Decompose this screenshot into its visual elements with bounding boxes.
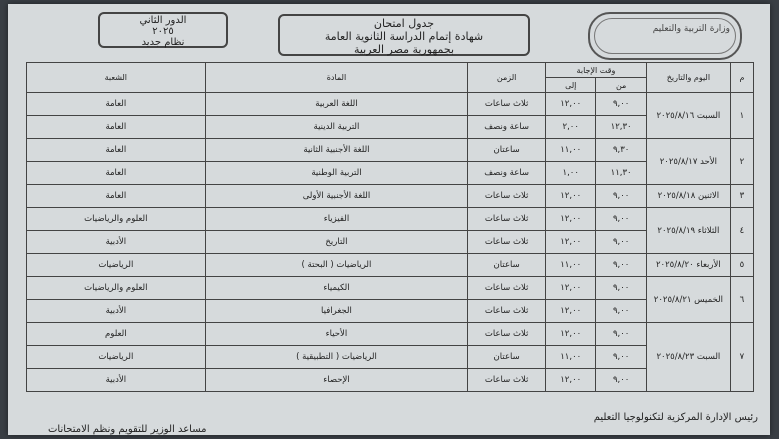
table-row	[27, 346, 754, 369]
document-page	[8, 4, 770, 435]
round-line-3: نظام جديد	[141, 37, 185, 48]
row-branch: العامة	[27, 162, 206, 185]
row-duration: ساعة ونصف	[468, 162, 546, 185]
row-to: ١٢,٠٠	[546, 93, 596, 116]
header-to: إلى	[546, 78, 596, 93]
row-branch: العلوم والرياضيات	[27, 208, 206, 231]
row-from: ٩,٠٠	[596, 369, 646, 392]
exam-round-box	[98, 12, 228, 48]
row-from: ٩,٠٠	[596, 254, 646, 277]
row-subject: اللغة الأجنبية الأولى	[205, 185, 468, 208]
row-num: ٢	[730, 139, 753, 185]
table-row	[27, 300, 754, 323]
row-subject: الجغرافيا	[205, 300, 468, 323]
row-duration: ثلاث ساعات	[468, 208, 546, 231]
row-day: الأحد ٢٠٢٥/٨/١٧	[646, 139, 730, 185]
row-num: ٦	[730, 277, 753, 323]
row-to: ١٢,٠٠	[546, 208, 596, 231]
row-from: ٩,٠٠	[596, 346, 646, 369]
row-from: ٩,٠٠	[596, 300, 646, 323]
row-branch: العامة	[27, 185, 206, 208]
row-duration: ثلاث ساعات	[468, 369, 546, 392]
exam-title-box	[278, 14, 530, 56]
row-duration: ثلاث ساعات	[468, 323, 546, 346]
row-day: الخميس ٢٠٢٥/٨/٢١	[646, 277, 730, 323]
row-day: الاثنين ٢٠٢٥/٨/١٨	[646, 185, 730, 208]
row-branch: الرياضيات	[27, 346, 206, 369]
header-subject: المادة	[205, 63, 468, 93]
header-branch: الشعبة	[27, 63, 206, 93]
row-subject: التربية الوطنية	[205, 162, 468, 185]
row-branch: الأدبية	[27, 369, 206, 392]
table-row	[27, 323, 754, 346]
row-to: ١٢,٠٠	[546, 185, 596, 208]
row-subject: اللغة الأجنبية الثانية	[205, 139, 468, 162]
row-to: ١٢,٠٠	[546, 323, 596, 346]
row-to: ١١,٠٠	[546, 254, 596, 277]
footer-signature-left: مساعد الوزير للتقويم ونظم الامتحانات	[48, 424, 207, 435]
row-branch: العامة	[27, 116, 206, 139]
table-row	[27, 369, 754, 392]
row-subject: التاريخ	[205, 231, 468, 254]
row-branch: الأدبية	[27, 231, 206, 254]
round-line-2: ٢٠٢٥	[152, 26, 174, 37]
row-duration: ثلاث ساعات	[468, 231, 546, 254]
title-line-1: جدول امتحان	[373, 17, 435, 30]
row-duration: ثلاث ساعات	[468, 300, 546, 323]
row-to: ١٢,٠٠	[546, 300, 596, 323]
row-from: ١٢,٣٠	[596, 116, 646, 139]
row-duration: ساعتان	[468, 139, 546, 162]
footer-signature-right: رئيس الإدارة المركزية لتكنولوجيا التعليم	[593, 412, 758, 423]
row-from: ٩,٠٠	[596, 185, 646, 208]
row-branch: الأدبية	[27, 300, 206, 323]
title-line-3: بجمهورية مصر العربية	[353, 43, 455, 56]
row-subject: الفيزياء	[205, 208, 468, 231]
row-from: ٩,٠٠	[596, 323, 646, 346]
table-row	[27, 162, 754, 185]
row-from: ٩,٠٠	[596, 231, 646, 254]
table-row	[27, 185, 754, 208]
logo-text: وزارة التربية والتعليم	[652, 24, 730, 34]
row-from: ٩,٠٠	[596, 277, 646, 300]
row-duration: ساعتان	[468, 254, 546, 277]
row-to: ١٢,٠٠	[546, 231, 596, 254]
round-line-1: الدور الثاني	[139, 15, 187, 26]
document-footer	[8, 408, 770, 435]
header-day: اليوم والتاريخ	[646, 63, 730, 93]
row-day: السبت ٢٠٢٥/٨/٢٣	[646, 323, 730, 392]
row-num: ٣	[730, 185, 753, 208]
header-time: وقت الإجابة	[546, 63, 647, 78]
table-row	[27, 254, 754, 277]
row-num: ٤	[730, 208, 753, 254]
row-to: ١,٠٠	[546, 162, 596, 185]
row-duration: ساعتان	[468, 346, 546, 369]
row-day: الثلاثاء ٢٠٢٥/٨/١٩	[646, 208, 730, 254]
row-to: ١١,٠٠	[546, 346, 596, 369]
row-subject: اللغة العربية	[205, 93, 468, 116]
row-duration: ساعة ونصف	[468, 116, 546, 139]
row-branch: الرياضيات	[27, 254, 206, 277]
header-num: م	[730, 63, 753, 93]
row-branch: العامة	[27, 93, 206, 116]
row-duration: ثلاث ساعات	[468, 185, 546, 208]
row-from: ٩,٣٠	[596, 139, 646, 162]
table-row	[27, 208, 754, 231]
row-from: ٩,٠٠	[596, 93, 646, 116]
row-duration: ثلاث ساعات	[468, 93, 546, 116]
row-to: ٢,٠٠	[546, 116, 596, 139]
table-row	[27, 277, 754, 300]
row-branch: العامة	[27, 139, 206, 162]
title-line-2: شهادة إتمام الدراسة الثانوية العامة	[324, 30, 484, 43]
row-subject: الرياضيات ( التطبيقية )	[205, 346, 468, 369]
document-header	[8, 4, 770, 58]
row-num: ١	[730, 93, 753, 139]
row-branch: العلوم	[27, 323, 206, 346]
exam-schedule-table	[26, 62, 754, 392]
row-num: ٧	[730, 323, 753, 392]
table-row	[27, 231, 754, 254]
row-from: ٩,٠٠	[596, 208, 646, 231]
row-subject: الكيمياء	[205, 277, 468, 300]
row-branch: العلوم والرياضيات	[27, 277, 206, 300]
row-day: السبت ٢٠٢٥/٨/١٦	[646, 93, 730, 139]
row-duration: ثلاث ساعات	[468, 277, 546, 300]
table-row	[27, 116, 754, 139]
table-row	[27, 93, 754, 116]
header-from: من	[596, 78, 646, 93]
ministry-logo	[588, 12, 742, 60]
row-to: ١٢,٠٠	[546, 369, 596, 392]
table-row	[27, 139, 754, 162]
row-subject: الأحياء	[205, 323, 468, 346]
row-subject: الإحصاء	[205, 369, 468, 392]
row-to: ١٢,٠٠	[546, 277, 596, 300]
row-subject: التربية الدينية	[205, 116, 468, 139]
row-day: الأربعاء ٢٠٢٥/٨/٢٠	[646, 254, 730, 277]
row-to: ١١,٠٠	[546, 139, 596, 162]
row-num: ٥	[730, 254, 753, 277]
header-duration: الزمن	[468, 63, 546, 93]
row-subject: الرياضيات ( البحتة )	[205, 254, 468, 277]
row-from: ١١,٣٠	[596, 162, 646, 185]
